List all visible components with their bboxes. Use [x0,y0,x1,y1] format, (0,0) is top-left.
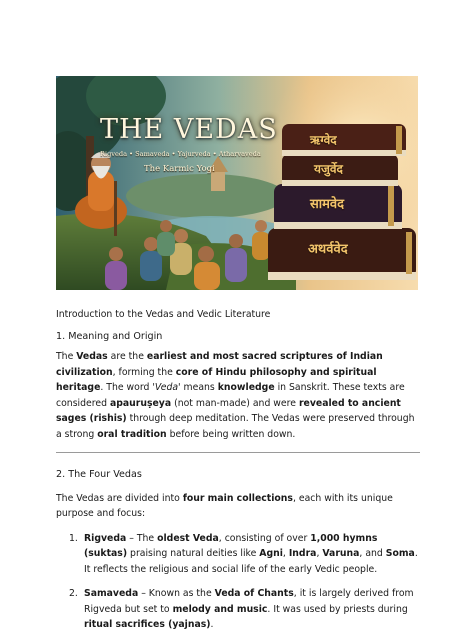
list-item-rigveda: 1. Rigveda – The oldest Veda, consisting of over 1,000 hymns (suktas) praising natural deities like Agni, Indra, Varuna, and Soma. It reflects the religious and social life of the early Vedic people. [69,532,418,575]
banner-credit: The Karmic Yogi [144,164,215,174]
banner-title: THE VEDAS [100,114,278,145]
intro-heading: Introduction to the Vedas and Vedic Literature [56,309,271,320]
vedas-banner-image [56,76,418,290]
banner-illustration [56,76,418,290]
book-label-atharvaveda: अथर्ववेद [308,242,348,257]
section-2-heading: 2. The Four Vedas [56,469,142,480]
list-number: 1. [69,532,78,544]
section-2-intro: The Vedas are divided into four main collections, each with its unique purpose and focus: [56,492,393,519]
section-1-heading: 1. Meaning and Origin [56,330,163,342]
document-body [56,307,420,642]
vedas-list [56,531,420,633]
section-divider [56,452,420,453]
section-1-paragraph: The Vedas are the earliest and most sacred scriptures of Indian civilization, forming the core of Hindu philosophy and spiritual heritage. The word 'Veda' means knowledge in Sanskrit. These texts are considered apauruṣeya (not man-made) and were revealed to ancient sages (rishis) through deep meditation. The Vedas were preserved through a strong oral tradition before being written down. [56,351,415,440]
list-number: 2. [69,588,78,599]
book-label-yajurveda: यजुर्वेद [314,162,343,176]
list-item-samaveda: 2. Samaveda – Known as the Veda of Chants, it is largely derived from Rigveda but set to melody and music. It was used by priests during ritual sacrifices (yajnas). [69,588,414,630]
banner-subtitle: Rigveda • Samaveda • Yajurveda • Atharvaveda [100,150,261,158]
book-label-samaveda: सामवेद [310,197,345,212]
book-label-rigveda: ऋग्वेद [310,133,337,147]
